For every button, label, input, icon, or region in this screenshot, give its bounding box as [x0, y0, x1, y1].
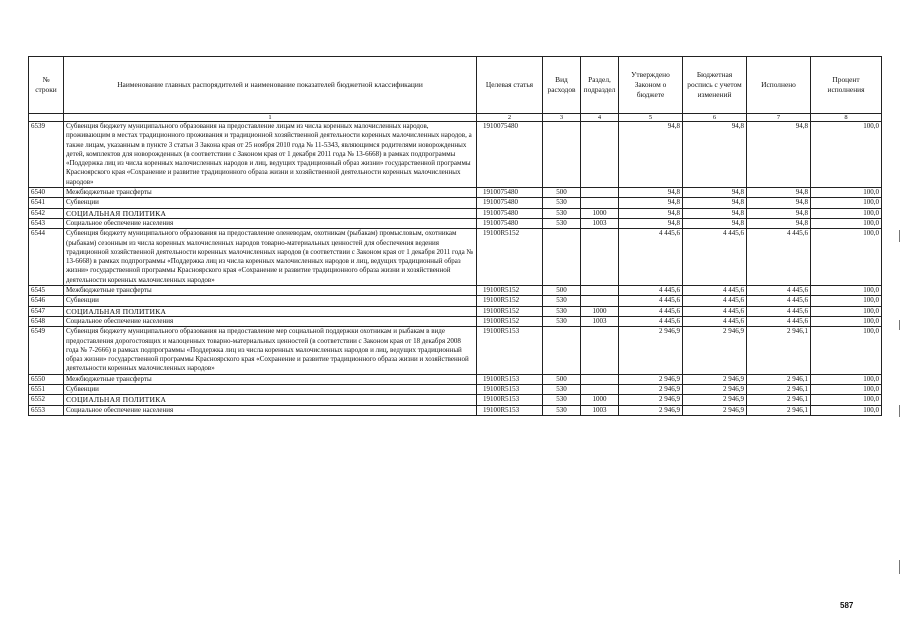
- header-section: Раздел, подраздел: [581, 57, 619, 114]
- expense-type: 530: [543, 306, 581, 316]
- percent-executed: 100,0: [811, 122, 882, 188]
- table-row: [29, 395, 882, 405]
- expense-type: 530: [543, 395, 581, 405]
- row-name: Социальное обеспечение населения: [64, 218, 477, 228]
- executed-amount: 4 445,6: [747, 286, 811, 296]
- row-number: 6551: [29, 385, 64, 395]
- target-article: 19100R5152: [477, 296, 543, 306]
- percent-executed: 100,0: [811, 306, 882, 316]
- section-code: [581, 198, 619, 208]
- target-article: 1910075480: [477, 218, 543, 228]
- target-article: 19100R5153: [477, 395, 543, 405]
- executed-amount: 2 946,1: [747, 395, 811, 405]
- column-number: 7: [747, 114, 811, 122]
- percent-executed: 100,0: [811, 374, 882, 384]
- row-name: СОЦИАЛЬНАЯ ПОЛИТИКА: [64, 208, 477, 218]
- row-name: СОЦИАЛЬНАЯ ПОЛИТИКА: [64, 306, 477, 316]
- budget-amount: 4 445,6: [683, 306, 747, 316]
- expense-type: [543, 229, 581, 286]
- header-expense-type: Вид расходов: [543, 57, 581, 114]
- target-article: 19100R5152: [477, 229, 543, 286]
- percent-executed: 100,0: [811, 385, 882, 395]
- approved-amount: 2 946,9: [619, 385, 683, 395]
- target-article: 19100R5153: [477, 327, 543, 374]
- expense-type: [543, 327, 581, 374]
- column-number: 8: [811, 114, 882, 122]
- target-article: 1910075480: [477, 208, 543, 218]
- row-number: 6549: [29, 327, 64, 374]
- expense-type: 500: [543, 188, 581, 198]
- approved-amount: 2 946,9: [619, 374, 683, 384]
- section-code: [581, 374, 619, 384]
- column-number: 6: [683, 114, 747, 122]
- target-article: 19100R5152: [477, 286, 543, 296]
- scan-edge-mark: [899, 320, 900, 330]
- row-number: 6553: [29, 405, 64, 415]
- executed-amount: 4 445,6: [747, 229, 811, 286]
- approved-amount: 94,8: [619, 218, 683, 228]
- expense-type: 530: [543, 208, 581, 218]
- percent-executed: 100,0: [811, 218, 882, 228]
- row-number: 6540: [29, 188, 64, 198]
- executed-amount: 4 445,6: [747, 306, 811, 316]
- row-number: 6546: [29, 296, 64, 306]
- row-name: Субвенция бюджету муниципального образования на предоставление лицам из числа коренных малочисленных народов, проживающим в местах традиционного проживания и традиционной хозяйственной деятельности коренных малочисленных народов, а также лицам, указанным в пункте 3 статьи 3 Закона края от 25 ноября 2010 года № 11-5343, являющимся родителями новорожденных детей, комплектов для новорожденных (в соответствии с Законом края от 1 декабря 2011 года № 13-6668) в рамках подпрограммы «Поддержка лиц из числа коренных малочисленных народов и лиц, ведущих традиционный образ жизни» государственной программы Красноярского края «Сохранение и развитие традиционного образа жизни и хозяйственной деятельности коренных малочисленных народов»: [64, 122, 477, 188]
- expense-type: 530: [543, 385, 581, 395]
- expense-type: 500: [543, 286, 581, 296]
- row-number: 6542: [29, 208, 64, 218]
- expense-type: 530: [543, 316, 581, 326]
- budget-amount: 2 946,9: [683, 327, 747, 374]
- row-name: Межбюджетные трансферты: [64, 374, 477, 384]
- column-number: 5: [619, 114, 683, 122]
- approved-amount: 4 445,6: [619, 229, 683, 286]
- row-number: 6539: [29, 122, 64, 188]
- executed-amount: 4 445,6: [747, 316, 811, 326]
- executed-amount: 2 946,1: [747, 405, 811, 415]
- table-row: [29, 198, 882, 208]
- percent-executed: 100,0: [811, 395, 882, 405]
- table-row: [29, 218, 882, 228]
- header-approved: Утверждено Законом о бюджете: [619, 57, 683, 114]
- approved-amount: 4 445,6: [619, 296, 683, 306]
- row-number: 6550: [29, 374, 64, 384]
- section-code: [581, 296, 619, 306]
- approved-amount: 94,8: [619, 208, 683, 218]
- row-number: 6552: [29, 395, 64, 405]
- executed-amount: 2 946,1: [747, 374, 811, 384]
- row-number: 6544: [29, 229, 64, 286]
- target-article: 1910075480: [477, 122, 543, 188]
- section-code: 1003: [581, 316, 619, 326]
- scan-edge-mark: [899, 230, 900, 242]
- expense-type: 530: [543, 405, 581, 415]
- table-row: [29, 188, 882, 198]
- section-code: [581, 188, 619, 198]
- column-number: 4: [581, 114, 619, 122]
- section-code: [581, 385, 619, 395]
- percent-executed: 100,0: [811, 327, 882, 374]
- budget-amount: 94,8: [683, 218, 747, 228]
- table-row: [29, 296, 882, 306]
- target-article: 19100R5152: [477, 306, 543, 316]
- budget-amount: 2 946,9: [683, 405, 747, 415]
- budget-amount: 4 445,6: [683, 296, 747, 306]
- executed-amount: 2 946,1: [747, 327, 811, 374]
- budget-amount: 2 946,9: [683, 374, 747, 384]
- section-code: 1003: [581, 405, 619, 415]
- percent-executed: 100,0: [811, 405, 882, 415]
- row-name: Социальное обеспечение населения: [64, 405, 477, 415]
- table-row: [29, 385, 882, 395]
- section-code: 1000: [581, 208, 619, 218]
- row-name: Субвенции: [64, 198, 477, 208]
- target-article: 19100R5152: [477, 316, 543, 326]
- column-number: 3: [543, 114, 581, 122]
- column-number-row: [29, 114, 882, 122]
- executed-amount: 94,8: [747, 208, 811, 218]
- header-target-article: Целевая статья: [477, 57, 543, 114]
- table-row: [29, 316, 882, 326]
- approved-amount: 4 445,6: [619, 286, 683, 296]
- target-article: 19100R5153: [477, 374, 543, 384]
- header-row-number: № строки: [29, 57, 64, 114]
- budget-amount: 4 445,6: [683, 286, 747, 296]
- budget-amount: 94,8: [683, 208, 747, 218]
- percent-executed: 100,0: [811, 208, 882, 218]
- table-row: [29, 229, 882, 286]
- table-row: [29, 122, 882, 188]
- target-article: 19100R5153: [477, 405, 543, 415]
- budget-execution-table: [28, 56, 882, 416]
- table-header-row: [29, 57, 882, 114]
- percent-executed: 100,0: [811, 286, 882, 296]
- approved-amount: 4 445,6: [619, 306, 683, 316]
- percent-executed: 100,0: [811, 198, 882, 208]
- target-article: 19100R5153: [477, 385, 543, 395]
- row-name: СОЦИАЛЬНАЯ ПОЛИТИКА: [64, 395, 477, 405]
- executed-amount: 94,8: [747, 122, 811, 188]
- page-number: 587: [840, 601, 854, 610]
- section-code: 1000: [581, 306, 619, 316]
- budget-amount: 94,8: [683, 188, 747, 198]
- header-name: Наименование главных распорядителей и наименование показателей бюджетной классификации: [64, 57, 477, 114]
- section-code: 1000: [581, 395, 619, 405]
- row-number: 6547: [29, 306, 64, 316]
- row-number: 6545: [29, 286, 64, 296]
- scan-edge-mark: [899, 560, 900, 574]
- table-row: [29, 306, 882, 316]
- approved-amount: 2 946,9: [619, 405, 683, 415]
- executed-amount: 94,8: [747, 188, 811, 198]
- budget-amount: 2 946,9: [683, 395, 747, 405]
- budget-amount: 94,8: [683, 198, 747, 208]
- expense-type: 530: [543, 218, 581, 228]
- approved-amount: 4 445,6: [619, 316, 683, 326]
- executed-amount: 94,8: [747, 218, 811, 228]
- percent-executed: 100,0: [811, 296, 882, 306]
- expense-type: 500: [543, 374, 581, 384]
- row-name: Межбюджетные трансферты: [64, 286, 477, 296]
- row-number: 6548: [29, 316, 64, 326]
- approved-amount: 2 946,9: [619, 327, 683, 374]
- expense-type: 530: [543, 198, 581, 208]
- section-code: [581, 229, 619, 286]
- section-code: [581, 286, 619, 296]
- approved-amount: 94,8: [619, 198, 683, 208]
- table-row: [29, 208, 882, 218]
- row-number: 6541: [29, 198, 64, 208]
- table-row: [29, 286, 882, 296]
- row-name: Субвенция бюджету муниципального образования на предоставление мер социальной поддержки охотникам и рыбакам в виде предоставления дорогостоящих и малоценных товарно-материальных ценностей (в соответствии с Законом края от 18 декабря 2008 года № 7-2666) в рамках подпрограммы «Поддержка лиц из числа коренных малочисленных народов и лиц, ведущих традиционный образ жизни» государственной программы Красноярского края «Сохранение и развитие традиционного образа жизни и хозяйственной деятельности коренных малочисленных народов»: [64, 327, 477, 374]
- executed-amount: 94,8: [747, 198, 811, 208]
- column-number: [29, 114, 64, 122]
- section-code: 1003: [581, 218, 619, 228]
- row-name: Межбюджетные трансферты: [64, 188, 477, 198]
- percent-executed: 100,0: [811, 316, 882, 326]
- row-name: Социальное обеспечение населения: [64, 316, 477, 326]
- row-number: 6543: [29, 218, 64, 228]
- executed-amount: 2 946,1: [747, 385, 811, 395]
- percent-executed: 100,0: [811, 188, 882, 198]
- section-code: [581, 122, 619, 188]
- column-number: 2: [477, 114, 543, 122]
- budget-amount: 2 946,9: [683, 385, 747, 395]
- approved-amount: 2 946,9: [619, 395, 683, 405]
- row-name: Субвенции: [64, 385, 477, 395]
- column-number: 1: [64, 114, 477, 122]
- expense-type: [543, 122, 581, 188]
- budget-amount: 4 445,6: [683, 229, 747, 286]
- table-row: [29, 405, 882, 415]
- target-article: 1910075480: [477, 188, 543, 198]
- expense-type: 530: [543, 296, 581, 306]
- target-article: 1910075480: [477, 198, 543, 208]
- percent-executed: 100,0: [811, 229, 882, 286]
- row-name: Субвенция бюджету муниципального образования на предоставление оленеводам, охотникам (рыбакам) промысловым, охотникам (рыбакам) сезонным из числа коренных малочисленных народов товарно-материальных ценностей для обеспечения ведения традиционной хозяйственной деятельности коренных малочисленных народов (в соответствии с Законом края от 1 декабря 2011 года № 13-6668) в рамках подпрограммы «Поддержка лиц из числа коренных малочисленных народов и лиц, ведущих традиционный образ жизни» государственной программы Красноярского края «Сохранение и развитие традиционного образа жизни и хозяйственной деятельности коренных малочисленных народов»: [64, 229, 477, 286]
- budget-amount: 94,8: [683, 122, 747, 188]
- header-executed: Исполнено: [747, 57, 811, 114]
- budget-amount: 4 445,6: [683, 316, 747, 326]
- header-budget-schedule: Бюджетная роспись с учетом изменений: [683, 57, 747, 114]
- executed-amount: 4 445,6: [747, 296, 811, 306]
- table-row: [29, 327, 882, 374]
- table-row: [29, 374, 882, 384]
- section-code: [581, 327, 619, 374]
- approved-amount: 94,8: [619, 188, 683, 198]
- header-percent: Процент исполнения: [811, 57, 882, 114]
- approved-amount: 94,8: [619, 122, 683, 188]
- scan-edge-mark: [899, 405, 900, 417]
- row-name: Субвенции: [64, 296, 477, 306]
